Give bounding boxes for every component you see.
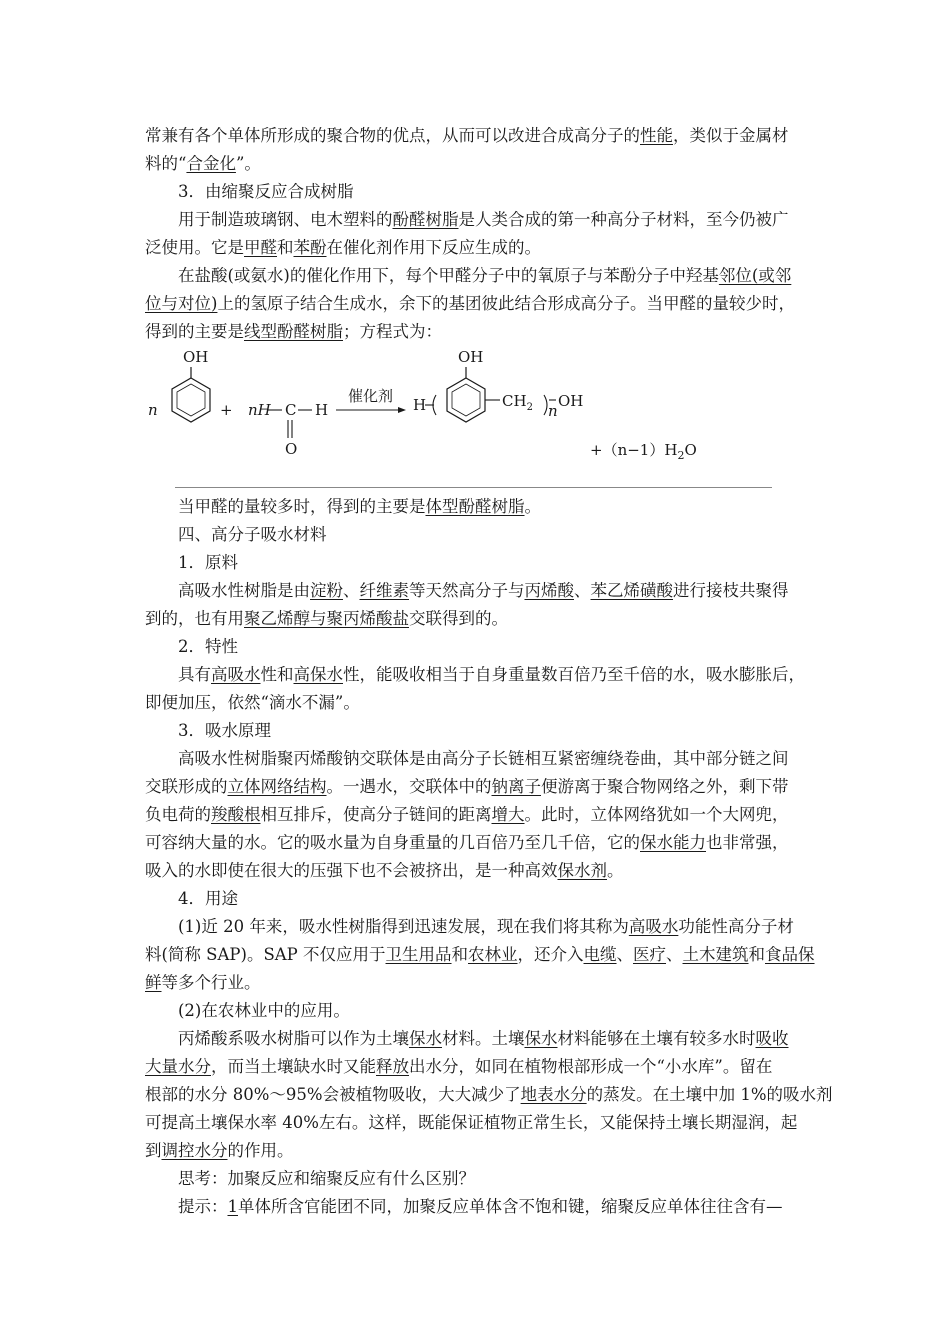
paragraph-line: 料的“合金化”。: [145, 154, 261, 173]
paragraph-line: 负电荷的羧酸根相互排斥，使高分子链间的距离增大。此时，立体网络犹如一个大网兜，: [145, 805, 789, 824]
paragraph-line: 当甲醛的量较多时，得到的主要是体型酚醛树脂。: [178, 497, 541, 516]
question-line: 思考：加聚反应和缩聚反应有什么区别？: [178, 1169, 475, 1188]
paragraph-line: 可容纳大量的水。它的吸水量为自身重量的几百倍乃至几千倍，它的保水能力也非常强，: [145, 833, 789, 852]
paragraph-line: 高吸水性树脂是由淀粉、纤维素等天然高分子与丙烯酸、苯乙烯磺酸进行接枝共聚得: [178, 581, 789, 600]
paragraph-line: 鲜等多个行业。: [145, 973, 261, 992]
left-bracket: [433, 395, 436, 415]
section-heading: 四、高分子吸水材料: [178, 525, 327, 544]
repeat-n: n: [548, 402, 558, 420]
subsection-heading: (2)在农林业中的应用。: [178, 1001, 350, 1020]
right-bracket: [544, 395, 547, 415]
reaction-equation: [140, 340, 800, 470]
end-group-h: H: [413, 396, 427, 414]
paragraph-line: 具有高吸水性和高保水性，能吸收相当于自身重量数百倍乃至千倍的水，吸水膨胀后，: [178, 665, 805, 684]
hint-line: 提示：1单体所含官能团不同，加聚反应单体含不饱和键，缩聚反应单体往往含有—: [178, 1197, 783, 1216]
divider: [175, 487, 772, 488]
hydrogen-label: H: [315, 401, 329, 419]
paragraph-line: 到调控水分的作用。: [145, 1141, 294, 1160]
paragraph-line: 料(简称 SAP)。SAP 不仅应用于卫生用品和农林业，还介入电缆、医疗、土木建筑和食品保: [145, 945, 815, 964]
paragraph-line: 到的，也有用聚乙烯醇与聚丙烯酸盐交联得到的。: [145, 609, 508, 628]
paragraph-line: 可提高土壤保水率 40%左右。这样，既能保证植物正常生长，又能保持土壤长期湿润，起: [145, 1113, 798, 1132]
benzene-ring-icon: [447, 378, 485, 422]
section-heading: 3．由缩聚反应合成树脂: [178, 182, 354, 201]
oh-label: OH: [183, 348, 209, 366]
subsection-heading: 4．用途: [178, 889, 238, 908]
paragraph-line: 丙烯酸系吸水树脂可以作为土壤保水材料。土壤保水材料能够在土壤有较多水时吸收: [178, 1029, 789, 1048]
water-product: $+(n-1)H_2O$: [590, 441, 697, 462]
paragraph-line: 泛使用。它是甲醛和苯酚在催化剂作用下反应生成的。: [145, 238, 541, 257]
coefficient-n: n: [148, 401, 158, 419]
paragraph-line: 交联形成的立体网络结构。一遇水，交联体中的钠离子便游离于聚合物网络之外，剩下带: [145, 777, 789, 796]
subsection-heading: 2．特性: [178, 637, 238, 656]
subsection-heading: 1．原料: [178, 553, 238, 572]
benzene-ring-icon: [172, 378, 210, 422]
paragraph-line: 位与对位)上的氢原子结合生成水，余下的基团彼此结合形成高分子。当甲醛的量较少时，: [145, 294, 795, 313]
carbon-label: C: [285, 401, 297, 419]
paragraph-line: 大量水分，而当土壤缺水时又能释放出水分，如同在植物根部形成一个“小水库”。留在: [145, 1057, 773, 1076]
catalyst-label: 催化剂: [348, 387, 394, 405]
oxygen-label: O: [285, 440, 298, 458]
paragraph-line: 在盐酸(或氨水)的催化作用下，每个甲醛分子中的氧原子与苯酚分子中羟基邻位(或邻: [178, 266, 792, 285]
paragraph-line: 常兼有各个单体所形成的聚合物的优点，从而可以改进合成高分子的性能，类似于金属材: [145, 126, 789, 145]
paragraph-line: 得到的主要是线型酚醛树脂；方程式为：: [145, 322, 442, 341]
plus-sign: +: [220, 401, 233, 419]
oh-label: OH: [458, 348, 484, 366]
paragraph-line: 用于制造玻璃钢、电木塑料的酚醛树脂是人类合成的第一种高分子材料，至今仍被广: [178, 210, 789, 229]
paragraph-line: 吸入的水即使在很大的压强下也不会被挤出，是一种高效保水剂。: [145, 861, 624, 880]
paragraph-line: 高吸水性树脂聚丙烯酸钠交联体是由高分子长链相互紧密缠绕卷曲，其中部分链之间: [178, 749, 789, 768]
end-group-oh: OH: [558, 392, 584, 410]
ch2-label: $CH_2$: [502, 392, 533, 413]
n-h-label: nH: [248, 401, 271, 419]
paragraph-line: 即便加压，依然“滴水不漏”。: [145, 693, 360, 712]
subsection-heading: 3．吸水原理: [178, 721, 271, 740]
paragraph-line: (1)近 20 年来，吸水性树脂得到迅速发展，现在我们将其称为高吸水功能性高分子材: [178, 917, 794, 936]
paragraph-line: 根部的水分 80%～95%会被植物吸收，大大减少了地表水分的蒸发。在土壤中加 1%的吸水剂: [145, 1085, 833, 1104]
